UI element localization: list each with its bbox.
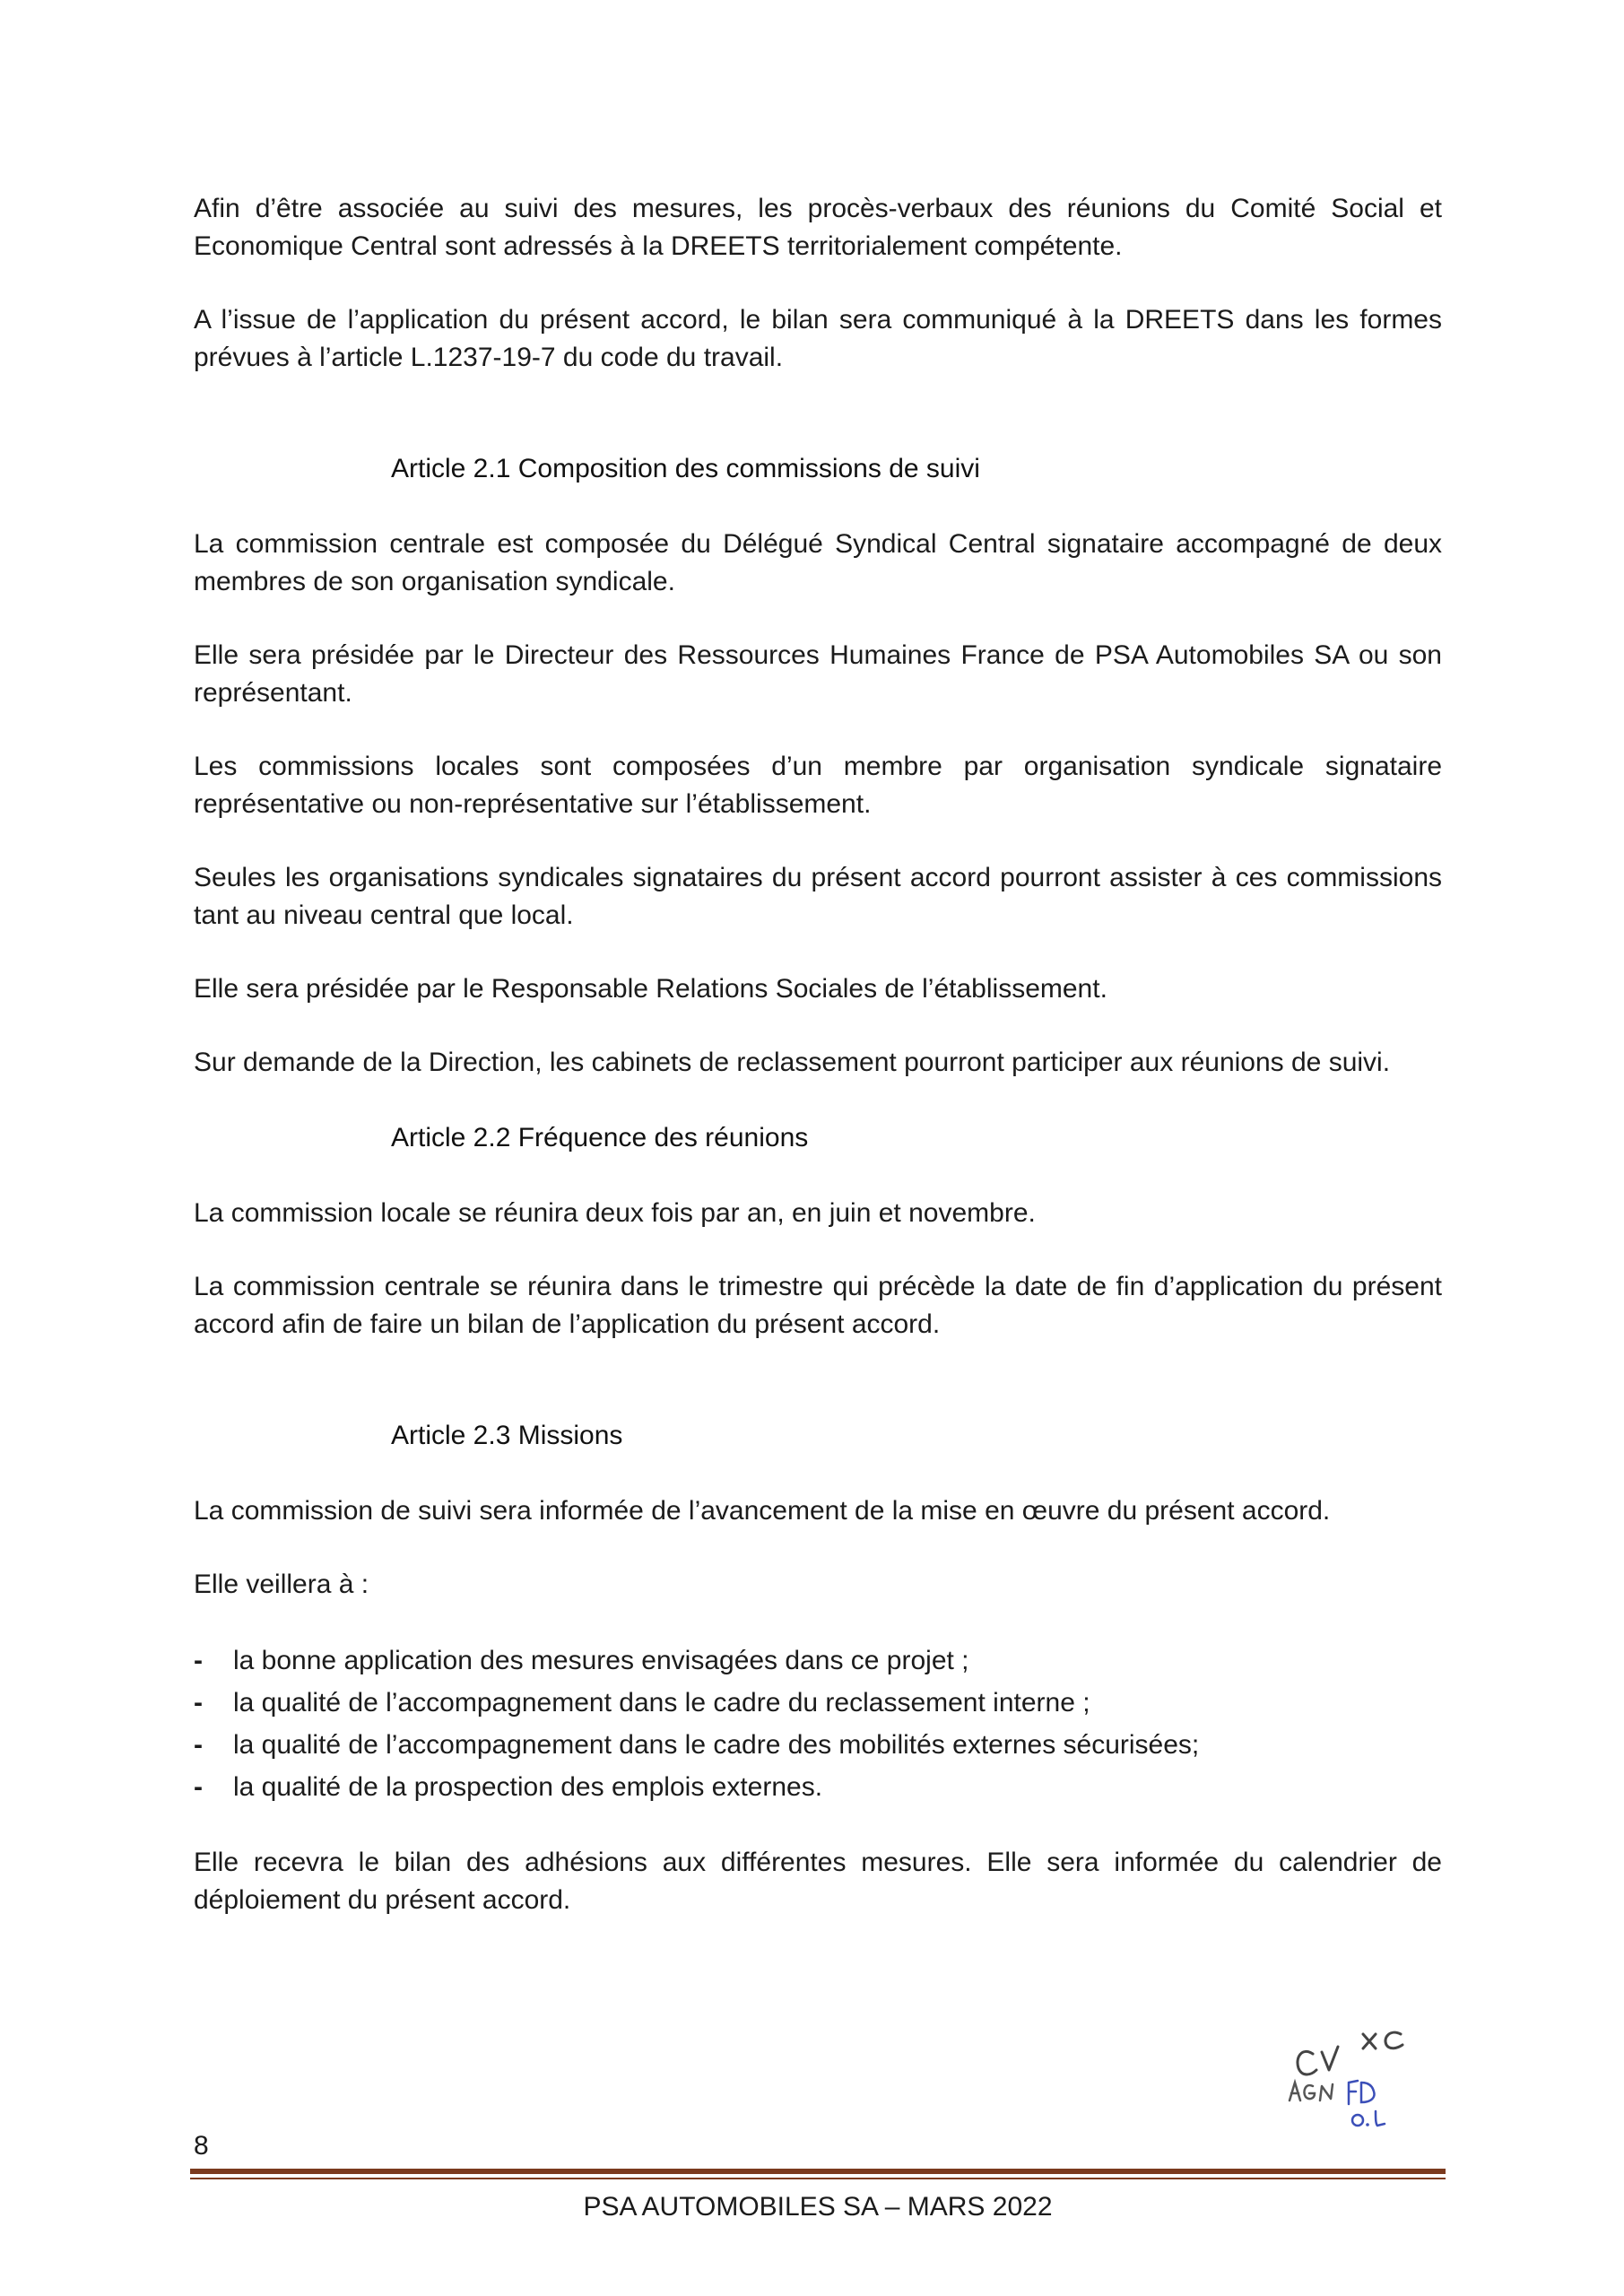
bullet-dash: - [194,1646,203,1675]
bullet-dash: - [194,1772,203,1802]
paragraph: Afin d’être associée au suivi des mesures, les procès-verbaux des réunions du Comité Social et Economique Central sont adressés à la DREETS territorialement compétente. [194,194,1442,261]
list-item-text: la qualité de l’accompagnement dans le cadre du reclassement interne ; [233,1688,1090,1718]
handwritten-initials [1282,2018,1444,2135]
article-heading: Article 2.2 Fréquence des réunions [391,1123,809,1152]
list-item [194,1724,1442,1766]
paragraph: La commission centrale se réunira dans le trimestre qui précède la date de fin d’application du présent accord afin de faire un bilan de l’application du présent accord. [194,1272,1442,1339]
footer-rule-thin [190,2178,1446,2179]
bullet-dash: - [194,1688,203,1718]
list-item-text: la qualité de la prospection des emplois externes. [233,1772,823,1802]
list-item [194,1766,1442,1808]
footer-text: PSA AUTOMOBILES SA – MARS 2022 [583,2192,1053,2222]
paragraph: La commission locale se réunira deux fois par an, en juin et novembre. [194,1198,1036,1228]
article-heading: Article 2.3 Missions [391,1421,623,1450]
paragraph: Elle sera présidée par le Directeur des Ressources Humaines France de PSA Automobiles SA ou son représentant. [194,640,1442,708]
list-item [194,1682,1442,1724]
list-item [194,1639,1442,1682]
paragraph: A l’issue de l’application du présent accord, le bilan sera communiqué à la DREETS dans les formes prévues à l’article L.1237-19-7 du code du travail. [194,305,1442,372]
list-item-text: la bonne application des mesures envisagées dans ce projet ; [233,1646,969,1675]
page-number: 8 [194,2131,209,2161]
paragraph: Elle recevra le bilan des adhésions aux différentes mesures. Elle sera informée du calendrier de déploiement du présent accord. [194,1848,1442,1915]
footer-rule [190,2169,1446,2174]
list-item-text: la qualité de l’accompagnement dans le cadre des mobilités externes sécurisées; [233,1730,1200,1760]
paragraph: Elle sera présidée par le Responsable Relations Sociales de l’établissement. [194,974,1107,1004]
page-content [194,190,1442,1955]
paragraph: Elle veillera à : [194,1570,369,1599]
missions-list [194,1639,1442,1808]
paragraph: La commission centrale est composée du Délégué Syndical Central signataire accompagné de deux membres de son organisation syndicale. [194,529,1442,596]
bullet-dash: - [194,1730,203,1760]
paragraph: La commission de suivi sera informée de l’avancement de la mise en œuvre du présent accord. [194,1496,1331,1526]
paragraph: Sur demande de la Direction, les cabinets de reclassement pourront participer aux réunions de suivi. [194,1048,1391,1077]
paragraph: Seules les organisations syndicales signataires du présent accord pourront assister à ces commissions tant au niveau central que local. [194,863,1442,930]
paragraph: Les commissions locales sont composées d’un membre par organisation syndicale signataire représentative ou non-représentative sur l’établissement. [194,752,1442,819]
article-heading: Article 2.1 Composition des commissions de suivi [391,454,980,483]
